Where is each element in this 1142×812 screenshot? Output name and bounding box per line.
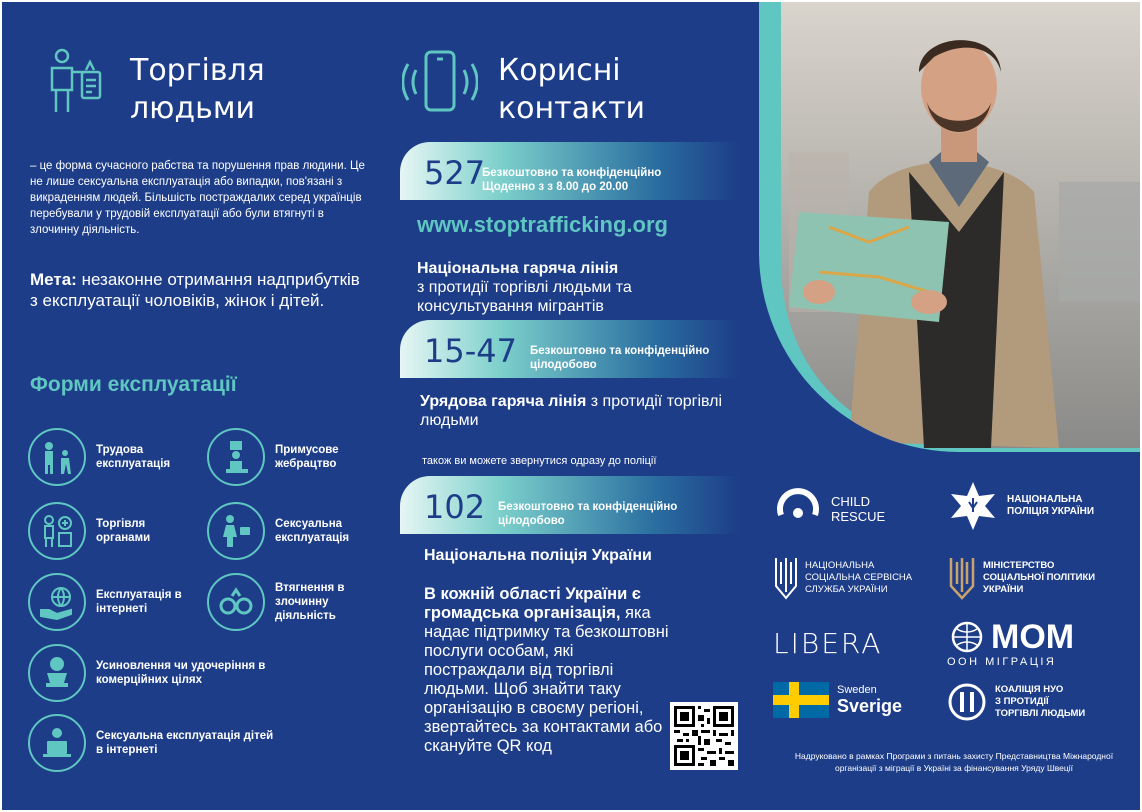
goal-body: незаконне отримання надприбутків з експлуатації чоловіків, жінок і дітей. bbox=[30, 270, 360, 310]
hotline-info-line2: Щоденно з з 8.00 до 20.00 bbox=[482, 181, 629, 193]
title-line-2: людьми bbox=[130, 91, 255, 126]
logo-text: З ПРОТИДІЇ bbox=[995, 696, 1049, 707]
logo-text: CHILD bbox=[831, 494, 871, 509]
intro-text: – це форма сучасного рабства та порушення прав людини. Це не лише сексуальна експлуатація або випадки, пов'язані з викраденням людей. Більшість постраждалих серед українців перебували у трудовій експлуатації або були втягнуті в злочинну діяльність. bbox=[30, 160, 365, 236]
left-column bbox=[2, 2, 382, 812]
form-label: Усиновлення чи удочеріння в комерційних цілях bbox=[96, 660, 266, 686]
organs-icon bbox=[28, 502, 86, 560]
libera-logo bbox=[773, 627, 882, 660]
police-name-text: Національна поліція України bbox=[424, 547, 652, 564]
trafficking-icon bbox=[48, 48, 108, 114]
hotline-info-line2: цілодобово bbox=[530, 359, 597, 371]
footer-note: Надруковано в рамках Програми з питань захисту Представництва Міжнародної організації з міграції в Україні за фінансування Уряду Швеції bbox=[794, 751, 1114, 773]
social-service-logo bbox=[773, 554, 912, 602]
goal-text bbox=[30, 269, 370, 311]
title-line-2: контакти bbox=[498, 91, 646, 126]
logo-text: НАЦІОНАЛЬНА bbox=[1007, 494, 1083, 505]
form-label: Сексуальна експлуатація bbox=[275, 518, 350, 544]
logo-text: СОЦІАЛЬНОЇ ПОЛІТИКИ bbox=[983, 572, 1096, 583]
middle-column bbox=[382, 2, 762, 812]
hotline-info-line2: цілодобово bbox=[498, 515, 565, 527]
logo-text: ТОРГІВЛІ ЛЮДЬМИ bbox=[995, 708, 1086, 719]
hotline-info bbox=[482, 166, 661, 194]
traveler-illustration bbox=[759, 2, 1142, 452]
sweden-logo bbox=[773, 682, 902, 718]
logo-text: МІНІСТЕРСТВО bbox=[983, 560, 1055, 571]
form-label: Примусове жебрацтво bbox=[275, 444, 339, 470]
form-item-organs bbox=[28, 502, 196, 560]
logo-text: СОЦІАЛЬНА СЕРВІСНА bbox=[805, 572, 913, 583]
police-note: також ви можете звернутися одразу до поліції bbox=[422, 455, 657, 467]
child-rescue-icon bbox=[773, 487, 823, 531]
page-title-left bbox=[130, 52, 265, 128]
form-label: Трудова експлуатація bbox=[96, 444, 171, 470]
hotline-527-description bbox=[417, 259, 717, 316]
logo-text: КОАЛІЦІЯ НУО bbox=[995, 684, 1064, 695]
form-item-crime bbox=[207, 573, 365, 631]
form-item-sexual bbox=[207, 502, 375, 560]
hotline-info-line1: Безкоштовно та конфіденційно bbox=[498, 501, 678, 513]
hotline-title: Урядова гаряча лінія bbox=[420, 393, 587, 410]
sexual-exploitation-icon bbox=[207, 502, 265, 560]
qr-code[interactable] bbox=[670, 702, 738, 770]
hotline-info-line1: Безкоштовно та конфіденційно bbox=[530, 345, 710, 357]
hotline-info bbox=[498, 500, 677, 528]
right-column bbox=[759, 2, 1142, 812]
coalition-icon bbox=[947, 682, 987, 722]
ngo-bold: В кожній області України є громадська організація, bbox=[424, 585, 641, 622]
forms-title: Форми експлуатації bbox=[30, 373, 237, 396]
mom-subtitle: ООН МІГРАЦІЯ bbox=[947, 656, 1057, 668]
hotline-number: 102 bbox=[424, 488, 486, 526]
logo-text: ПОЛІЦІЯ УКРАЇНИ bbox=[1007, 506, 1095, 517]
hotline-number: 527 bbox=[424, 154, 486, 192]
form-label: Сексуальна експлуатація дітей в інтернеті bbox=[96, 730, 274, 756]
form-label: Експлуатація в інтернеті bbox=[96, 589, 182, 615]
coalition-logo bbox=[947, 682, 1085, 722]
libera-text: LIBERA bbox=[773, 627, 883, 660]
logo-text: Sverige bbox=[837, 695, 903, 716]
labor-icon bbox=[28, 428, 86, 486]
form-label: Втягнення в злочинну діяльність bbox=[275, 582, 345, 622]
title-line-1: Торгівля bbox=[130, 53, 265, 88]
form-item-internet bbox=[28, 573, 186, 631]
form-item-begging bbox=[207, 428, 365, 486]
un-globe-icon bbox=[947, 621, 987, 653]
police-star-icon bbox=[947, 480, 999, 532]
begging-icon bbox=[207, 428, 265, 486]
logo-text: СЛУЖБА УКРАЇНИ bbox=[805, 584, 888, 595]
hotline-desc: з протидії торгівлі людьми bbox=[420, 393, 723, 429]
hotline-102-band bbox=[400, 476, 740, 534]
logo-text: RESCUE bbox=[831, 509, 886, 524]
title-line-1: Корисні bbox=[498, 53, 621, 88]
logo-text: Sweden bbox=[837, 683, 877, 696]
hotline-number: 15-47 bbox=[424, 332, 517, 370]
internet-icon bbox=[28, 573, 86, 631]
sweden-flag-icon bbox=[773, 682, 829, 718]
form-label: Торгівля органами bbox=[96, 518, 151, 544]
hotline-title: Національна гаряча лінія bbox=[417, 260, 619, 277]
ngo-text bbox=[424, 585, 674, 756]
logo-text: УКРАЇНИ bbox=[983, 584, 1024, 595]
phone-icon bbox=[402, 50, 478, 114]
ministry-trident-icon bbox=[947, 554, 977, 602]
police-name bbox=[424, 546, 724, 565]
goal-label: Мета: bbox=[30, 270, 77, 289]
hotline-desc: з протидії торгівлі людьми та консультування мігрантів bbox=[417, 279, 632, 315]
child-rescue-logo bbox=[773, 487, 885, 531]
stoptrafficking-link[interactable]: www.stoptrafficking.org bbox=[417, 212, 668, 237]
form-item-labor bbox=[28, 428, 196, 486]
form-item-adoption bbox=[28, 644, 286, 702]
child-online-icon bbox=[28, 714, 86, 772]
form-item-child-online bbox=[28, 714, 276, 772]
traveler-photo bbox=[759, 2, 1142, 452]
ministry-logo bbox=[947, 554, 1095, 602]
trident-icon bbox=[773, 554, 799, 602]
ngo-body: яка надає підтримку та безкоштовні послуги особам, які постраждали від торгівлі людьми. Щоб знайти таку організацію в своєму регіоні, звертайтесь за контактами або скануйте QR код bbox=[424, 604, 669, 755]
hotline-info-line1: Безкоштовно та конфіденційно bbox=[482, 167, 662, 179]
hotline-info bbox=[530, 344, 709, 372]
handcuffs-icon bbox=[207, 573, 265, 631]
iom-logo bbox=[947, 620, 1074, 668]
hotline-1547-band bbox=[400, 320, 740, 378]
hotline-1547-description bbox=[420, 392, 730, 430]
logo-text: НАЦІОНАЛЬНА bbox=[805, 560, 875, 571]
national-police-logo bbox=[947, 480, 1094, 532]
hotline-527-band bbox=[400, 142, 740, 200]
page-title-middle bbox=[498, 52, 645, 128]
mom-text: МОМ bbox=[991, 618, 1075, 656]
baby-icon bbox=[28, 644, 86, 702]
